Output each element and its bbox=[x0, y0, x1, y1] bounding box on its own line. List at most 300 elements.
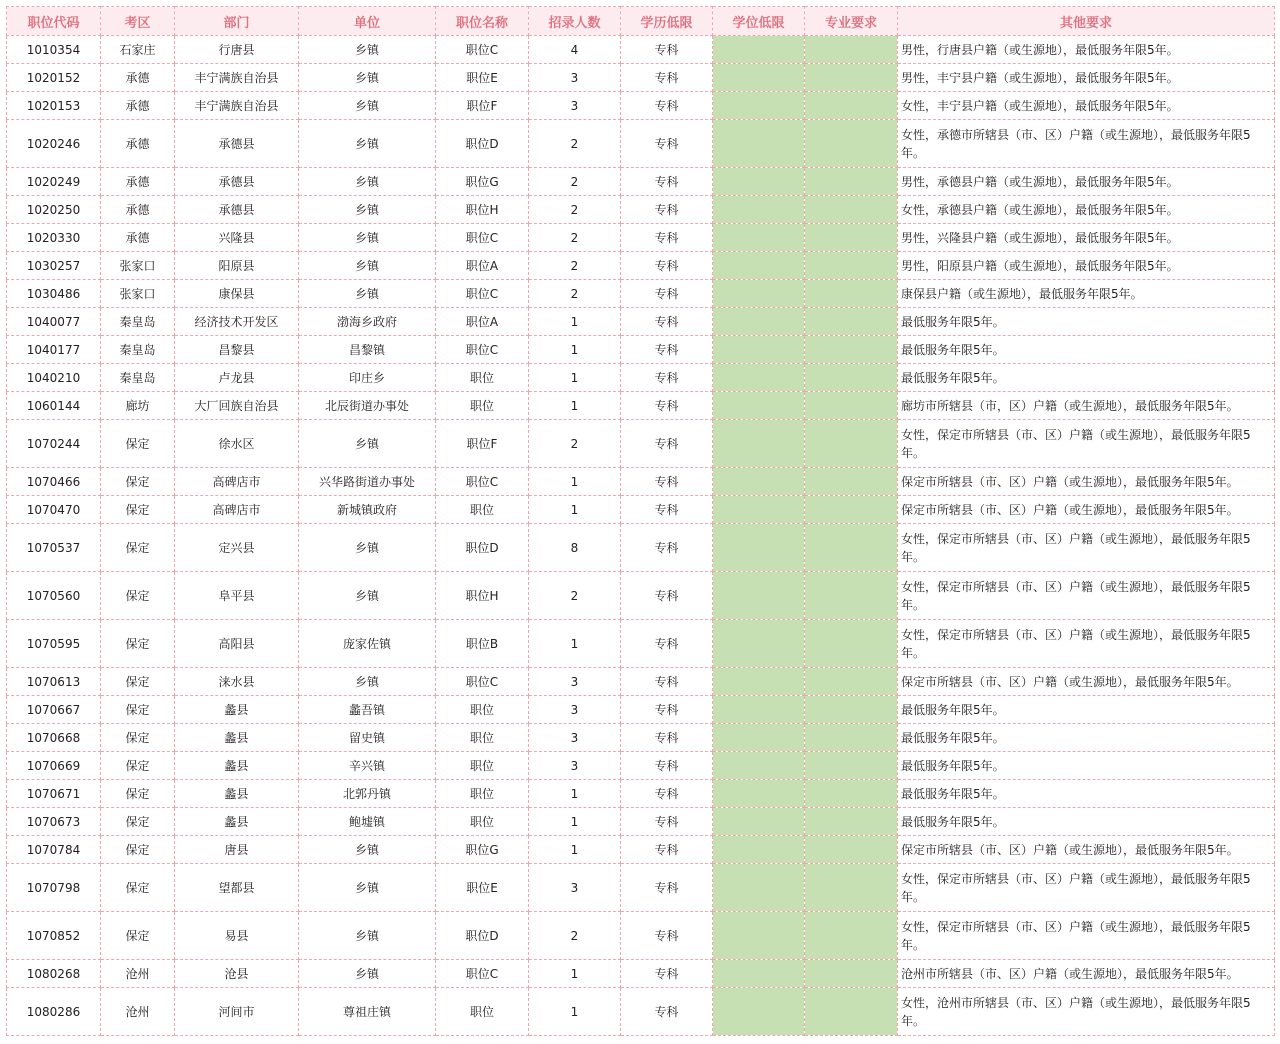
cell-area: 保定 bbox=[101, 808, 175, 836]
cell-degree bbox=[713, 224, 805, 252]
cell-other: 最低服务年限5年。 bbox=[898, 780, 1275, 808]
cell-dept: 经济技术开发区 bbox=[175, 308, 299, 336]
table-row bbox=[7, 64, 1275, 92]
cell-code: 1070613 bbox=[7, 668, 101, 696]
cell-other: 男性，丰宁县户籍（或生源地），最低服务年限5年。 bbox=[898, 64, 1275, 92]
cell-edu: 专科 bbox=[621, 988, 713, 1036]
cell-edu: 专科 bbox=[621, 724, 713, 752]
cell-degree bbox=[713, 364, 805, 392]
table-row bbox=[7, 392, 1275, 420]
cell-major bbox=[805, 724, 898, 752]
cell-dept: 徐水区 bbox=[175, 420, 299, 468]
cell-code: 1040177 bbox=[7, 336, 101, 364]
cell-unit: 乡镇 bbox=[299, 252, 436, 280]
table-row bbox=[7, 168, 1275, 196]
header-other: 其他要求 bbox=[898, 7, 1275, 36]
cell-degree bbox=[713, 808, 805, 836]
table-row bbox=[7, 912, 1275, 960]
cell-count: 1 bbox=[529, 780, 621, 808]
cell-degree bbox=[713, 524, 805, 572]
cell-dept: 丰宁满族自治县 bbox=[175, 92, 299, 120]
table-row bbox=[7, 572, 1275, 620]
cell-major bbox=[805, 780, 898, 808]
cell-dept: 高碑店市 bbox=[175, 496, 299, 524]
cell-count: 2 bbox=[529, 572, 621, 620]
cell-unit: 鲍墟镇 bbox=[299, 808, 436, 836]
cell-edu: 专科 bbox=[621, 336, 713, 364]
cell-count: 1 bbox=[529, 308, 621, 336]
cell-area: 保定 bbox=[101, 468, 175, 496]
cell-unit: 乡镇 bbox=[299, 572, 436, 620]
cell-code: 1030257 bbox=[7, 252, 101, 280]
cell-title: 职位 bbox=[436, 808, 529, 836]
cell-area: 保定 bbox=[101, 572, 175, 620]
cell-major bbox=[805, 752, 898, 780]
cell-degree bbox=[713, 308, 805, 336]
table-row bbox=[7, 988, 1275, 1036]
cell-edu: 专科 bbox=[621, 780, 713, 808]
table-row bbox=[7, 92, 1275, 120]
table-row bbox=[7, 724, 1275, 752]
cell-unit: 印庄乡 bbox=[299, 364, 436, 392]
cell-major bbox=[805, 36, 898, 64]
cell-degree bbox=[713, 336, 805, 364]
cell-dept: 蠡县 bbox=[175, 724, 299, 752]
cell-title: 职位D bbox=[436, 120, 529, 168]
cell-title: 职位F bbox=[436, 420, 529, 468]
cell-area: 沧州 bbox=[101, 960, 175, 988]
cell-other: 最低服务年限5年。 bbox=[898, 752, 1275, 780]
cell-edu: 专科 bbox=[621, 280, 713, 308]
job-table bbox=[6, 6, 1275, 1036]
cell-dept: 阳原县 bbox=[175, 252, 299, 280]
cell-code: 1040077 bbox=[7, 308, 101, 336]
cell-title: 职位 bbox=[436, 752, 529, 780]
cell-unit: 乡镇 bbox=[299, 224, 436, 252]
cell-code: 1020153 bbox=[7, 92, 101, 120]
cell-unit: 留史镇 bbox=[299, 724, 436, 752]
cell-dept: 昌黎县 bbox=[175, 336, 299, 364]
cell-area: 保定 bbox=[101, 912, 175, 960]
cell-code: 1030486 bbox=[7, 280, 101, 308]
cell-major bbox=[805, 496, 898, 524]
cell-unit: 乡镇 bbox=[299, 168, 436, 196]
cell-major bbox=[805, 668, 898, 696]
cell-dept: 蠡县 bbox=[175, 752, 299, 780]
cell-other: 廊坊市所辖县（市，区）户籍（或生源地），最低服务年限5年。 bbox=[898, 392, 1275, 420]
cell-code: 1070668 bbox=[7, 724, 101, 752]
cell-degree bbox=[713, 752, 805, 780]
cell-code: 1070673 bbox=[7, 808, 101, 836]
header-dept: 部门 bbox=[175, 7, 299, 36]
header-area: 考区 bbox=[101, 7, 175, 36]
cell-code: 1070560 bbox=[7, 572, 101, 620]
cell-unit: 乡镇 bbox=[299, 64, 436, 92]
cell-dept: 丰宁满族自治县 bbox=[175, 64, 299, 92]
cell-title: 职位D bbox=[436, 524, 529, 572]
cell-code: 1060144 bbox=[7, 392, 101, 420]
cell-count: 1 bbox=[529, 468, 621, 496]
table-row bbox=[7, 224, 1275, 252]
cell-dept: 唐县 bbox=[175, 836, 299, 864]
cell-dept: 高阳县 bbox=[175, 620, 299, 668]
cell-edu: 专科 bbox=[621, 252, 713, 280]
cell-edu: 专科 bbox=[621, 168, 713, 196]
cell-count: 1 bbox=[529, 392, 621, 420]
cell-title: 职位B bbox=[436, 620, 529, 668]
cell-degree bbox=[713, 468, 805, 496]
cell-title: 职位C bbox=[436, 36, 529, 64]
cell-major bbox=[805, 572, 898, 620]
cell-degree bbox=[713, 196, 805, 224]
cell-dept: 易县 bbox=[175, 912, 299, 960]
cell-major bbox=[805, 280, 898, 308]
cell-edu: 专科 bbox=[621, 808, 713, 836]
cell-count: 2 bbox=[529, 420, 621, 468]
cell-code: 1040210 bbox=[7, 364, 101, 392]
cell-degree bbox=[713, 960, 805, 988]
cell-dept: 承德县 bbox=[175, 196, 299, 224]
cell-major bbox=[805, 168, 898, 196]
cell-area: 承德 bbox=[101, 120, 175, 168]
cell-edu: 专科 bbox=[621, 668, 713, 696]
cell-other: 男性，阳原县户籍（或生源地），最低服务年限5年。 bbox=[898, 252, 1275, 280]
cell-major bbox=[805, 252, 898, 280]
cell-edu: 专科 bbox=[621, 696, 713, 724]
table-row bbox=[7, 308, 1275, 336]
cell-major bbox=[805, 308, 898, 336]
cell-area: 沧州 bbox=[101, 988, 175, 1036]
cell-degree bbox=[713, 252, 805, 280]
cell-code: 1020330 bbox=[7, 224, 101, 252]
cell-unit: 乡镇 bbox=[299, 120, 436, 168]
cell-area: 承德 bbox=[101, 64, 175, 92]
header-major: 专业要求 bbox=[805, 7, 898, 36]
cell-count: 2 bbox=[529, 120, 621, 168]
cell-edu: 专科 bbox=[621, 752, 713, 780]
cell-unit: 乡镇 bbox=[299, 280, 436, 308]
cell-title: 职位 bbox=[436, 364, 529, 392]
cell-edu: 专科 bbox=[621, 308, 713, 336]
cell-other: 保定市所辖县（市、区）户籍（或生源地），最低服务年限5年。 bbox=[898, 668, 1275, 696]
cell-area: 保定 bbox=[101, 752, 175, 780]
cell-count: 2 bbox=[529, 912, 621, 960]
table-row bbox=[7, 696, 1275, 724]
cell-major bbox=[805, 64, 898, 92]
cell-title: 职位D bbox=[436, 912, 529, 960]
cell-area: 承德 bbox=[101, 92, 175, 120]
cell-title: 职位A bbox=[436, 308, 529, 336]
cell-title: 职位 bbox=[436, 696, 529, 724]
table-row bbox=[7, 280, 1275, 308]
cell-unit: 乡镇 bbox=[299, 668, 436, 696]
cell-other: 保定市所辖县（市、区）户籍（或生源地），最低服务年限5年。 bbox=[898, 836, 1275, 864]
cell-other: 女性，保定市所辖县（市、区）户籍（或生源地），最低服务年限5年。 bbox=[898, 572, 1275, 620]
cell-count: 3 bbox=[529, 864, 621, 912]
cell-edu: 专科 bbox=[621, 836, 713, 864]
cell-title: 职位G bbox=[436, 836, 529, 864]
cell-area: 秦皇岛 bbox=[101, 364, 175, 392]
cell-title: 职位C bbox=[436, 280, 529, 308]
cell-code: 1070669 bbox=[7, 752, 101, 780]
cell-unit: 乡镇 bbox=[299, 912, 436, 960]
cell-dept: 承德县 bbox=[175, 120, 299, 168]
cell-other: 康保县户籍（或生源地），最低服务年限5年。 bbox=[898, 280, 1275, 308]
cell-edu: 专科 bbox=[621, 960, 713, 988]
cell-unit: 乡镇 bbox=[299, 960, 436, 988]
cell-area: 秦皇岛 bbox=[101, 308, 175, 336]
cell-unit: 北辰街道办事处 bbox=[299, 392, 436, 420]
cell-count: 1 bbox=[529, 960, 621, 988]
cell-count: 3 bbox=[529, 724, 621, 752]
cell-unit: 乡镇 bbox=[299, 864, 436, 912]
cell-major bbox=[805, 864, 898, 912]
cell-other: 女性，保定市所辖县（市、区）户籍（或生源地），最低服务年限5年。 bbox=[898, 912, 1275, 960]
cell-edu: 专科 bbox=[621, 196, 713, 224]
cell-count: 3 bbox=[529, 92, 621, 120]
cell-major bbox=[805, 912, 898, 960]
cell-other: 女性，保定市所辖县（市、区）户籍（或生源地），最低服务年限5年。 bbox=[898, 864, 1275, 912]
table-row bbox=[7, 780, 1275, 808]
cell-degree bbox=[713, 392, 805, 420]
cell-degree bbox=[713, 696, 805, 724]
header-row bbox=[7, 7, 1275, 36]
cell-area: 廊坊 bbox=[101, 392, 175, 420]
cell-degree bbox=[713, 168, 805, 196]
cell-edu: 专科 bbox=[621, 120, 713, 168]
cell-dept: 蠡县 bbox=[175, 696, 299, 724]
cell-edu: 专科 bbox=[621, 496, 713, 524]
cell-title: 职位A bbox=[436, 252, 529, 280]
cell-dept: 行唐县 bbox=[175, 36, 299, 64]
cell-dept: 承德县 bbox=[175, 168, 299, 196]
cell-degree bbox=[713, 92, 805, 120]
cell-unit: 乡镇 bbox=[299, 524, 436, 572]
table-row bbox=[7, 468, 1275, 496]
cell-count: 1 bbox=[529, 988, 621, 1036]
cell-code: 1020246 bbox=[7, 120, 101, 168]
cell-other: 女性，沧州市所辖县（市、区）户籍（或生源地），最低服务年限5年。 bbox=[898, 988, 1275, 1036]
cell-area: 保定 bbox=[101, 496, 175, 524]
cell-area: 承德 bbox=[101, 196, 175, 224]
cell-area: 秦皇岛 bbox=[101, 336, 175, 364]
header-title: 职位名称 bbox=[436, 7, 529, 36]
cell-degree bbox=[713, 496, 805, 524]
cell-other: 男性，承德县户籍（或生源地），最低服务年限5年。 bbox=[898, 168, 1275, 196]
cell-title: 职位G bbox=[436, 168, 529, 196]
cell-title: 职位E bbox=[436, 864, 529, 912]
cell-code: 1070537 bbox=[7, 524, 101, 572]
cell-title: 职位H bbox=[436, 196, 529, 224]
table-row bbox=[7, 336, 1275, 364]
cell-major bbox=[805, 364, 898, 392]
cell-area: 承德 bbox=[101, 168, 175, 196]
cell-edu: 专科 bbox=[621, 92, 713, 120]
cell-unit: 昌黎镇 bbox=[299, 336, 436, 364]
cell-title: 职位 bbox=[436, 496, 529, 524]
cell-dept: 涞水县 bbox=[175, 668, 299, 696]
cell-other: 最低服务年限5年。 bbox=[898, 808, 1275, 836]
cell-unit: 北郭丹镇 bbox=[299, 780, 436, 808]
cell-count: 1 bbox=[529, 496, 621, 524]
cell-code: 1020249 bbox=[7, 168, 101, 196]
cell-edu: 专科 bbox=[621, 392, 713, 420]
cell-unit: 乡镇 bbox=[299, 92, 436, 120]
cell-unit: 乡镇 bbox=[299, 196, 436, 224]
header-code: 职位代码 bbox=[7, 7, 101, 36]
cell-degree bbox=[713, 420, 805, 468]
cell-other: 女性，丰宁县户籍（或生源地），最低服务年限5年。 bbox=[898, 92, 1275, 120]
cell-title: 职位C bbox=[436, 668, 529, 696]
table-row bbox=[7, 808, 1275, 836]
cell-major bbox=[805, 524, 898, 572]
cell-title: 职位F bbox=[436, 92, 529, 120]
cell-count: 2 bbox=[529, 252, 621, 280]
cell-dept: 兴隆县 bbox=[175, 224, 299, 252]
cell-area: 保定 bbox=[101, 620, 175, 668]
header-unit: 单位 bbox=[299, 7, 436, 36]
cell-area: 承德 bbox=[101, 224, 175, 252]
cell-title: 职位E bbox=[436, 64, 529, 92]
cell-code: 1070798 bbox=[7, 864, 101, 912]
cell-area: 保定 bbox=[101, 524, 175, 572]
cell-title: 职位C bbox=[436, 224, 529, 252]
cell-area: 石家庄 bbox=[101, 36, 175, 64]
cell-major bbox=[805, 836, 898, 864]
cell-degree bbox=[713, 620, 805, 668]
cell-other: 最低服务年限5年。 bbox=[898, 724, 1275, 752]
header-degree: 学位低限 bbox=[713, 7, 805, 36]
cell-degree bbox=[713, 280, 805, 308]
cell-area: 保定 bbox=[101, 864, 175, 912]
table-row bbox=[7, 752, 1275, 780]
cell-area: 保定 bbox=[101, 724, 175, 752]
cell-unit: 乡镇 bbox=[299, 836, 436, 864]
table-row bbox=[7, 36, 1275, 64]
cell-other: 最低服务年限5年。 bbox=[898, 696, 1275, 724]
cell-major bbox=[805, 92, 898, 120]
cell-edu: 专科 bbox=[621, 468, 713, 496]
cell-code: 1070466 bbox=[7, 468, 101, 496]
cell-code: 1070671 bbox=[7, 780, 101, 808]
cell-other: 最低服务年限5年。 bbox=[898, 308, 1275, 336]
cell-area: 保定 bbox=[101, 836, 175, 864]
cell-code: 1070667 bbox=[7, 696, 101, 724]
table-row bbox=[7, 364, 1275, 392]
cell-title: 职位 bbox=[436, 392, 529, 420]
cell-edu: 专科 bbox=[621, 572, 713, 620]
cell-degree bbox=[713, 836, 805, 864]
cell-count: 1 bbox=[529, 808, 621, 836]
cell-code: 1070852 bbox=[7, 912, 101, 960]
cell-dept: 望都县 bbox=[175, 864, 299, 912]
header-count: 招录人数 bbox=[529, 7, 621, 36]
cell-count: 2 bbox=[529, 168, 621, 196]
cell-edu: 专科 bbox=[621, 64, 713, 92]
cell-code: 1020250 bbox=[7, 196, 101, 224]
cell-code: 1070784 bbox=[7, 836, 101, 864]
cell-title: 职位C bbox=[436, 468, 529, 496]
cell-major bbox=[805, 420, 898, 468]
cell-count: 2 bbox=[529, 280, 621, 308]
cell-count: 1 bbox=[529, 336, 621, 364]
table-row bbox=[7, 420, 1275, 468]
cell-other: 女性，保定市所辖县（市、区）户籍（或生源地），最低服务年限5年。 bbox=[898, 524, 1275, 572]
cell-title: 职位 bbox=[436, 780, 529, 808]
cell-dept: 高碑店市 bbox=[175, 468, 299, 496]
cell-other: 男性，兴隆县户籍（或生源地），最低服务年限5年。 bbox=[898, 224, 1275, 252]
cell-dept: 蠡县 bbox=[175, 780, 299, 808]
cell-unit: 乡镇 bbox=[299, 36, 436, 64]
table-row bbox=[7, 252, 1275, 280]
cell-count: 4 bbox=[529, 36, 621, 64]
table-row bbox=[7, 668, 1275, 696]
cell-other: 女性，承德县户籍（或生源地），最低服务年限5年。 bbox=[898, 196, 1275, 224]
cell-unit: 新城镇政府 bbox=[299, 496, 436, 524]
cell-major bbox=[805, 392, 898, 420]
cell-code: 1070470 bbox=[7, 496, 101, 524]
cell-dept: 定兴县 bbox=[175, 524, 299, 572]
cell-major bbox=[805, 808, 898, 836]
cell-code: 1080286 bbox=[7, 988, 101, 1036]
cell-edu: 专科 bbox=[621, 524, 713, 572]
cell-degree bbox=[713, 988, 805, 1036]
cell-other: 保定市所辖县（市、区）户籍（或生源地），最低服务年限5年。 bbox=[898, 496, 1275, 524]
table-row bbox=[7, 836, 1275, 864]
cell-degree bbox=[713, 120, 805, 168]
cell-major bbox=[805, 960, 898, 988]
cell-area: 保定 bbox=[101, 668, 175, 696]
cell-unit: 庞家佐镇 bbox=[299, 620, 436, 668]
cell-other: 最低服务年限5年。 bbox=[898, 336, 1275, 364]
cell-edu: 专科 bbox=[621, 912, 713, 960]
cell-unit: 尊祖庄镇 bbox=[299, 988, 436, 1036]
cell-title: 职位 bbox=[436, 988, 529, 1036]
cell-degree bbox=[713, 668, 805, 696]
cell-major bbox=[805, 196, 898, 224]
cell-code: 1070244 bbox=[7, 420, 101, 468]
cell-count: 1 bbox=[529, 620, 621, 668]
header-edu: 学历低限 bbox=[621, 7, 713, 36]
cell-degree bbox=[713, 36, 805, 64]
cell-degree bbox=[713, 864, 805, 912]
cell-count: 3 bbox=[529, 64, 621, 92]
cell-dept: 康保县 bbox=[175, 280, 299, 308]
cell-code: 1070595 bbox=[7, 620, 101, 668]
table-row bbox=[7, 496, 1275, 524]
cell-dept: 卢龙县 bbox=[175, 364, 299, 392]
cell-degree bbox=[713, 572, 805, 620]
cell-edu: 专科 bbox=[621, 864, 713, 912]
cell-count: 3 bbox=[529, 696, 621, 724]
table-body bbox=[7, 36, 1275, 1036]
table-row bbox=[7, 196, 1275, 224]
cell-title: 职位C bbox=[436, 336, 529, 364]
cell-unit: 兴华路街道办事处 bbox=[299, 468, 436, 496]
cell-dept: 蠡县 bbox=[175, 808, 299, 836]
cell-other: 保定市所辖县（市、区）户籍（或生源地），最低服务年限5年。 bbox=[898, 468, 1275, 496]
cell-unit: 渤海乡政府 bbox=[299, 308, 436, 336]
cell-count: 3 bbox=[529, 668, 621, 696]
cell-dept: 大厂回族自治县 bbox=[175, 392, 299, 420]
cell-area: 保定 bbox=[101, 420, 175, 468]
cell-count: 3 bbox=[529, 752, 621, 780]
cell-dept: 沧县 bbox=[175, 960, 299, 988]
cell-count: 2 bbox=[529, 196, 621, 224]
cell-other: 男性，行唐县户籍（或生源地），最低服务年限5年。 bbox=[898, 36, 1275, 64]
cell-degree bbox=[713, 724, 805, 752]
cell-edu: 专科 bbox=[621, 36, 713, 64]
